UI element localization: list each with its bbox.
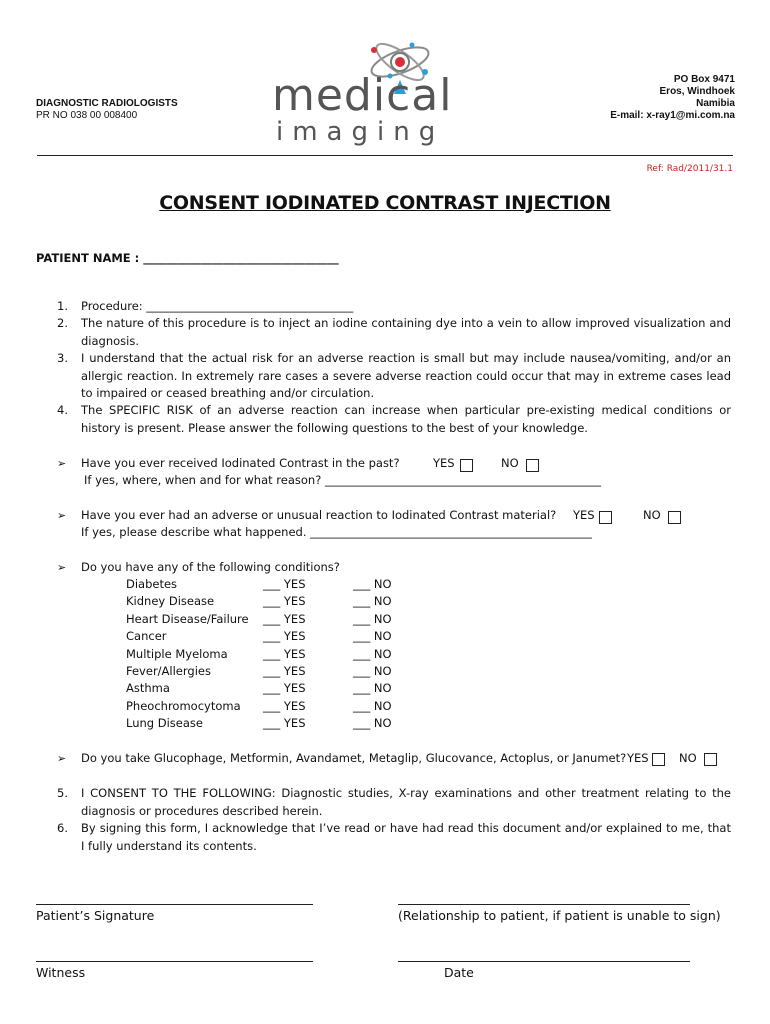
condition-no-blank[interactable]: ___ NO — [353, 664, 392, 679]
yes-label: YES — [627, 751, 649, 765]
conditions-no-column — [353, 576, 392, 733]
medical-imaging-logo — [262, 40, 492, 148]
acknowledgement-statement: By signing this form, I acknowledge that I’ve read or have had read this document and/or explained to me, that I fully understand its contents. — [81, 821, 731, 853]
witness-label: Witness — [36, 965, 86, 980]
condition-label: Heart Disease/Failure — [126, 611, 249, 626]
date-label: Date — [444, 965, 474, 980]
question-prior-contrast: Have you ever received Iodinated Contrast in the past? — [81, 456, 400, 470]
procedure-field[interactable]: Procedure: ____________________________________ — [81, 299, 354, 313]
condition-no-blank[interactable]: ___ NO — [353, 716, 392, 731]
question-adverse-reaction: Have you ever had an adverse or unusual reaction to Iodinated Contrast material? — [81, 508, 557, 522]
q2-yes-checkbox[interactable] — [597, 508, 612, 526]
q2-follow-up-field[interactable]: If yes, please describe what happened. _________________________________________________ — [81, 525, 592, 539]
q4-no-checkbox[interactable] — [702, 750, 717, 768]
item-number: 6. — [57, 821, 68, 835]
condition-label: Multiple Myeloma — [126, 646, 228, 661]
bullet-arrow-icon: ➢ — [57, 752, 67, 765]
condition-yes-blank[interactable]: ___ YES — [263, 611, 306, 626]
conditions-yes-column — [263, 576, 306, 733]
no-label: NO — [679, 751, 697, 765]
logo-word-medical: medical — [272, 70, 453, 121]
condition-yes-blank[interactable]: ___ YES — [263, 629, 306, 644]
risk-statement: I understand that the actual risk for an adverse reaction is small but may include nausea/vomiting, and/or an allergic reaction. In extremely rare cases a severe adverse reaction could occur that may in extreme cases lead to impaired or ceased breathing and/or circulation. — [81, 351, 731, 400]
practice-title: DIAGNOSTIC RADIOLOGISTS — [36, 98, 178, 109]
patient-signature-line[interactable] — [36, 904, 313, 905]
patient-signature-label: Patient’s Signature — [36, 908, 155, 923]
condition-yes-blank[interactable]: ___ YES — [263, 698, 306, 713]
q4-yes-checkbox[interactable] — [650, 750, 665, 768]
condition-no-blank[interactable]: ___ NO — [353, 629, 392, 644]
condition-no-blank[interactable]: ___ NO — [353, 698, 392, 713]
date-line[interactable] — [398, 961, 690, 962]
condition-yes-blank[interactable]: ___ YES — [263, 681, 306, 696]
q2-no-checkbox[interactable] — [666, 508, 681, 526]
condition-no-blank[interactable]: ___ NO — [353, 681, 392, 696]
condition-yes-blank[interactable]: ___ YES — [263, 577, 306, 591]
logo-word-imaging: imaging — [276, 117, 445, 147]
address-block — [610, 74, 735, 122]
item-number: 2. — [57, 316, 68, 330]
relationship-label: (Relationship to patient, if patient is unable to sign) — [398, 908, 721, 923]
procedure-description: The nature of this procedure is to inject an iodine containing dye into a vein to allow improved visualization and diagnosis. — [81, 316, 731, 348]
bullet-arrow-icon: ➢ — [57, 561, 67, 574]
condition-no-blank[interactable]: ___ NO — [353, 611, 392, 626]
witness-signature-line[interactable] — [36, 961, 313, 962]
condition-yes-blank[interactable]: ___ YES — [263, 664, 306, 679]
email-line: E-mail: x-ray1@mi.com.na — [610, 110, 735, 121]
document-title: CONSENT IODINATED CONTRAST INJECTION — [159, 192, 611, 214]
relationship-signature-line[interactable] — [398, 904, 690, 905]
condition-label: Cancer — [126, 629, 167, 644]
condition-yes-blank[interactable]: ___ YES — [263, 716, 306, 731]
condition-label: Lung Disease — [126, 716, 203, 731]
condition-no-blank[interactable]: ___ NO — [353, 594, 392, 609]
address-line: Namibia — [696, 98, 735, 109]
condition-label: Asthma — [126, 681, 170, 696]
item-number: 1. — [57, 299, 68, 313]
consent-statement: I CONSENT TO THE FOLLOWING: Diagnostic studies, X-ray examinations and other treatment relating to the diagnosis or procedures described herein. — [81, 786, 731, 818]
question-medications: Do you take Glucophage, Metformin, Avandamet, Metaglip, Glucovance, Actoplus, or Janumet? — [81, 751, 627, 765]
condition-label: Fever/Allergies — [126, 664, 211, 679]
condition-no-blank[interactable]: ___ NO — [353, 577, 392, 591]
address-line: Eros, Windhoek — [659, 86, 735, 97]
practice-number: PR NO 038 00 008400 — [36, 110, 138, 121]
reference-number: Ref: Rad/2011/31.1 — [646, 164, 733, 174]
condition-label: Kidney Disease — [126, 594, 215, 609]
condition-yes-blank[interactable]: ___ YES — [263, 594, 306, 609]
practice-info — [36, 98, 178, 122]
header-divider — [37, 155, 733, 156]
bullet-arrow-icon: ➢ — [57, 457, 67, 470]
condition-no-blank[interactable]: ___ NO — [353, 646, 392, 661]
no-label: NO — [643, 508, 661, 522]
no-label: NO — [501, 456, 519, 470]
condition-yes-blank[interactable]: ___ YES — [263, 646, 306, 661]
specific-risk-statement: The SPECIFIC RISK of an adverse reaction can increase when particular pre-existing medical conditions or history is present. Please answer the following questions to the best of your knowledge. — [81, 403, 731, 435]
address-line: PO Box 9471 — [673, 74, 735, 85]
yes-label: YES — [433, 456, 455, 470]
item-number: 3. — [57, 351, 68, 365]
condition-label: Diabetes — [126, 577, 178, 591]
condition-label: Pheochromocytoma — [126, 698, 241, 713]
conditions-list — [126, 576, 249, 733]
question-conditions: Do you have any of the following conditions? — [81, 560, 340, 574]
yes-label: YES — [573, 508, 595, 522]
item-number: 4. — [57, 403, 68, 417]
bullet-arrow-icon: ➢ — [57, 509, 67, 522]
q1-follow-up-field[interactable]: If yes, where, when and for what reason? ________________________________________________ — [84, 473, 601, 487]
item-number: 5. — [57, 786, 68, 800]
patient-name-field[interactable]: PATIENT NAME : __________________________________ — [36, 251, 339, 265]
